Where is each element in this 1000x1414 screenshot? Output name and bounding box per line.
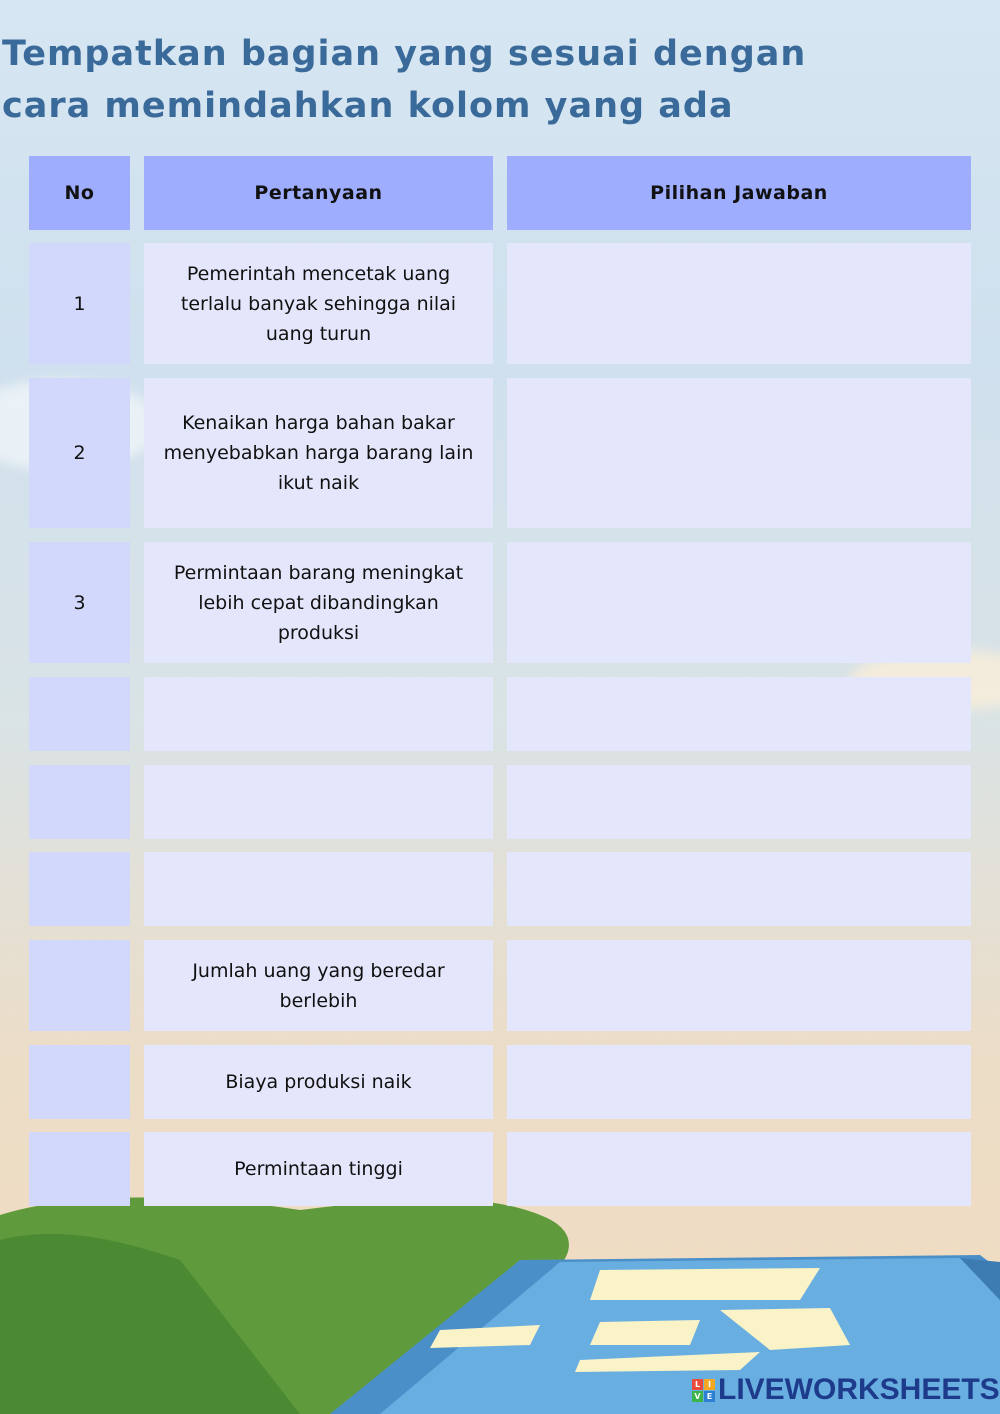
- logo-text: LIVEWORKSHEETS: [718, 1373, 1000, 1406]
- row-7-no: [29, 940, 130, 1031]
- row-6-no: [29, 852, 130, 926]
- row-6-question[interactable]: [144, 852, 493, 926]
- logo-mark-letter: L: [692, 1379, 703, 1390]
- page-title: Tempatkan bagian yang sesuai dengan cara memindahkan kolom yang ada: [2, 34, 807, 126]
- row-8-answer-dropzone[interactable]: [507, 1045, 971, 1119]
- row-2-answer-dropzone[interactable]: [507, 378, 971, 528]
- row-3-answer-dropzone[interactable]: [507, 542, 971, 663]
- logo-mark-letter: V: [692, 1391, 703, 1402]
- header-answer: Pilihan Jawaban: [507, 156, 971, 230]
- row-9-no: [29, 1132, 130, 1206]
- row-8-no: [29, 1045, 130, 1119]
- row-6-answer-dropzone[interactable]: [507, 852, 971, 926]
- row-9-answer-dropzone[interactable]: [507, 1132, 971, 1206]
- header-no: No: [29, 156, 130, 230]
- liveworksheets-logo-icon: [692, 1379, 715, 1402]
- row-2-question[interactable]: Kenaikan harga bahan bakar menyebabkan harga barang lain ikut naik: [144, 378, 493, 528]
- row-1-question[interactable]: Pemerintah mencetak uang terlalu banyak sehingga nilai uang turun: [144, 243, 493, 364]
- row-2-no: 2: [29, 378, 130, 528]
- row-5-no: [29, 765, 130, 839]
- row-4-question[interactable]: [144, 677, 493, 751]
- row-5-question[interactable]: [144, 765, 493, 839]
- row-7-question[interactable]: Jumlah uang yang beredar berlebih: [144, 940, 493, 1031]
- row-3-question[interactable]: Permintaan barang meningkat lebih cepat dibandingkan produksi: [144, 542, 493, 663]
- row-4-answer-dropzone[interactable]: [507, 677, 971, 751]
- row-9-question[interactable]: Permintaan tinggi: [144, 1132, 493, 1206]
- row-5-answer-dropzone[interactable]: [507, 765, 971, 839]
- logo-mark-letter: E: [704, 1391, 715, 1402]
- row-4-no: [29, 677, 130, 751]
- logo-mark-letter: I: [704, 1379, 715, 1390]
- row-7-answer-dropzone[interactable]: [507, 940, 971, 1031]
- liveworksheets-logo[interactable]: [692, 1373, 1000, 1407]
- row-8-question[interactable]: Biaya produksi naik: [144, 1045, 493, 1119]
- header-question: Pertanyaan: [144, 156, 493, 230]
- row-3-no: 3: [29, 542, 130, 663]
- row-1-no: 1: [29, 243, 130, 364]
- row-1-answer-dropzone[interactable]: [507, 243, 971, 364]
